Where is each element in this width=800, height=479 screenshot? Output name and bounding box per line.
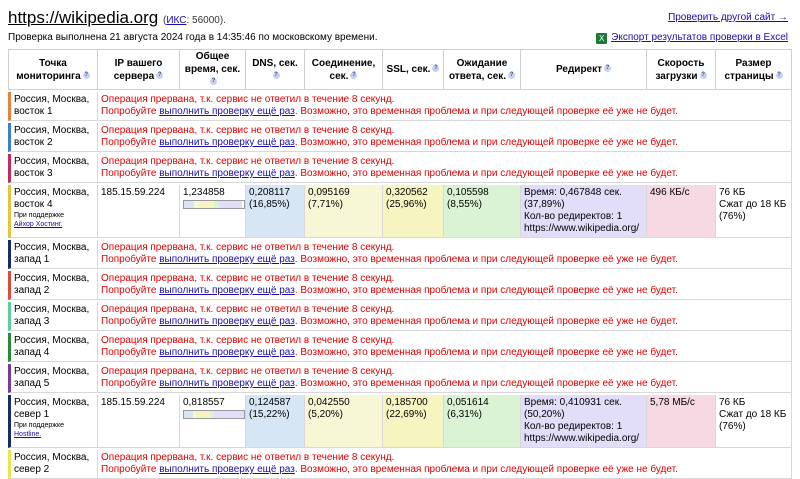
dns-cell-percent: (16,85%) bbox=[249, 199, 290, 210]
server-ip-cell: 185.15.59.224 bbox=[97, 395, 179, 448]
site-title bbox=[8, 8, 226, 31]
dns-cell-value: 0,208117 bbox=[249, 187, 290, 198]
monitor-point-cell bbox=[8, 123, 97, 152]
retry-prefix: Попробуйте bbox=[101, 285, 160, 296]
timing-breakdown-bar bbox=[183, 200, 245, 209]
iks-info bbox=[163, 15, 226, 26]
retry-suffix: . Возможно, это временная проблема и при следующей проверке её уже не будет. bbox=[294, 464, 678, 475]
total-time-cell bbox=[179, 185, 245, 238]
connection-cell-value: 0,042550 bbox=[308, 397, 350, 408]
site-url-link[interactable]: https://wikipedia.org bbox=[8, 8, 159, 27]
sponsor-link[interactable]: Hostline. bbox=[14, 431, 42, 438]
page-size-compressed: Сжат до 18 КБ bbox=[719, 409, 787, 420]
retry-prefix: Попробуйте bbox=[101, 106, 160, 117]
error-line: Операция прервана, т.к. сервис не ответил в течение 8 секунд. bbox=[101, 366, 395, 377]
wait-cell-percent: (8,55%) bbox=[447, 199, 483, 210]
sponsor-note bbox=[14, 211, 94, 229]
connection-cell-value: 0,095169 bbox=[308, 187, 350, 198]
help-icon[interactable]: ? bbox=[605, 65, 610, 71]
monitor-point-cell bbox=[8, 395, 97, 448]
iks-link[interactable]: ИКС bbox=[166, 15, 187, 26]
col-wait: Ожидание ответа, сек. ? bbox=[443, 49, 520, 90]
help-icon[interactable]: ? bbox=[777, 71, 781, 78]
monitor-point-name: Россия, Москва, север 2 bbox=[14, 452, 90, 475]
help-icon[interactable]: ? bbox=[211, 78, 216, 84]
timing-breakdown-bar bbox=[183, 410, 245, 419]
retry-suffix: . Возможно, это временная проблема и при следующей проверке её уже не будет. bbox=[294, 285, 678, 296]
col-point: Точка мониторинга ? bbox=[8, 49, 97, 90]
monitor-point-cell bbox=[8, 154, 97, 183]
connection-cell bbox=[304, 395, 382, 448]
retry-suffix: . Возможно, это временная проблема и при следующей проверке её уже не будет. bbox=[294, 106, 678, 117]
redirect-count: Кол-во редиректов: 1 bbox=[524, 421, 623, 432]
table-row bbox=[8, 450, 792, 479]
retry-line bbox=[101, 347, 788, 359]
connection-cell-percent: (5,20%) bbox=[308, 409, 344, 420]
error-message-cell bbox=[97, 450, 792, 479]
help-icon[interactable]: ? bbox=[352, 71, 356, 78]
excel-icon: X bbox=[596, 33, 607, 44]
retry-suffix: . Возможно, это временная проблема и при следующей проверке её уже не будет. bbox=[294, 378, 678, 389]
help-icon[interactable]: ? bbox=[434, 65, 438, 71]
table-header-row bbox=[8, 49, 792, 90]
export-excel-label: Экспорт результатов проверки в Excel bbox=[611, 32, 788, 43]
error-message-cell bbox=[97, 240, 792, 269]
redirect-time: Время: 0,410931 сек. bbox=[524, 397, 622, 408]
page-header bbox=[8, 8, 792, 54]
monitor-point-cell bbox=[8, 450, 97, 479]
dns-cell-percent: (15,22%) bbox=[249, 409, 290, 420]
redirect-percent: (50,20%) bbox=[524, 409, 565, 420]
table-row bbox=[8, 92, 792, 121]
redirect-time: Время: 0,467848 сек. bbox=[524, 187, 622, 198]
redirect-url: https://www.wikipedia.org/ bbox=[524, 223, 640, 234]
retry-check-link[interactable]: выполнить проверку ещё раз bbox=[159, 168, 295, 179]
retry-check-link[interactable]: выполнить проверку ещё раз bbox=[159, 106, 295, 117]
monitor-point-cell bbox=[8, 271, 97, 300]
retry-suffix: . Возможно, это временная проблема и при следующей проверке её уже не будет. bbox=[294, 254, 678, 265]
sponsor-prefix: При поддержке bbox=[14, 212, 64, 219]
table-row bbox=[8, 302, 792, 331]
retry-suffix: . Возможно, это временная проблема и при следующей проверке её уже не будет. bbox=[294, 347, 678, 358]
retry-line bbox=[101, 464, 788, 476]
total-time-value: 0,818557 bbox=[183, 397, 225, 408]
monitor-point-name: Россия, Москва, восток 1 bbox=[14, 94, 90, 117]
col-size: Размер страницы ? bbox=[715, 49, 792, 90]
error-message-cell bbox=[97, 154, 792, 183]
help-icon[interactable]: ? bbox=[701, 71, 705, 78]
retry-line bbox=[101, 137, 788, 149]
table-row bbox=[8, 271, 792, 300]
dns-segment bbox=[184, 411, 193, 418]
page-size-cell bbox=[715, 395, 792, 448]
wait-cell-value: 0,105598 bbox=[447, 187, 489, 198]
sponsor-link[interactable]: Айхор Хостинг. bbox=[14, 221, 63, 228]
dns-cell bbox=[245, 395, 304, 448]
retry-check-link[interactable]: выполнить проверку ещё раз bbox=[159, 347, 295, 358]
monitor-point-name: Россия, Москва, запад 3 bbox=[14, 304, 90, 327]
results-table bbox=[8, 49, 792, 479]
retry-check-link[interactable]: выполнить проверку ещё раз bbox=[159, 285, 295, 296]
monitor-point-cell bbox=[8, 240, 97, 269]
table-row bbox=[8, 154, 792, 183]
dns-cell bbox=[245, 185, 304, 238]
check-other-site-link[interactable]: Проверить другой сайт → bbox=[668, 12, 788, 23]
ssl-cell-value: 0,320562 bbox=[386, 187, 428, 198]
table-row bbox=[8, 395, 792, 448]
table-row bbox=[8, 123, 792, 152]
iks-value: : 56000). bbox=[186, 15, 226, 26]
col-ssl: SSL, сек. ? bbox=[382, 49, 443, 90]
page-size-value: 76 КБ bbox=[719, 187, 746, 198]
monitor-point-cell bbox=[8, 185, 97, 238]
col-total: Общее время, сек.? bbox=[179, 49, 245, 90]
retry-line bbox=[101, 378, 788, 390]
error-message-cell bbox=[97, 364, 792, 393]
iks-open: ( bbox=[162, 15, 167, 26]
error-message-cell bbox=[97, 302, 792, 331]
error-line: Операция прервана, т.к. сервис не ответил в течение 8 секунд. bbox=[101, 335, 395, 346]
col-ip: IP вашего сервера ? bbox=[97, 49, 179, 90]
error-line: Операция прервана, т.к. сервис не ответил в течение 8 секунд. bbox=[101, 125, 395, 136]
help-icon[interactable]: ? bbox=[509, 71, 514, 78]
check-timestamp: Проверка выполнена 21 августа 2024 года в 14:35:46 по московскому времени. bbox=[8, 32, 378, 43]
error-line: Операция прервана, т.к. сервис не ответил в течение 8 секунд. bbox=[101, 273, 395, 284]
server-ip-cell: 185.15.59.224 bbox=[97, 185, 179, 238]
download-speed-cell: 496 КБ/с bbox=[646, 185, 715, 238]
download-speed-cell: 5,78 МБ/с bbox=[646, 395, 715, 448]
retry-prefix: Попробуйте bbox=[101, 168, 160, 179]
monitor-point-cell bbox=[8, 333, 97, 362]
monitor-point-name: Россия, Москва, восток 3 bbox=[14, 156, 90, 179]
retry-suffix: . Возможно, это временная проблема и при следующей проверке её уже не будет. bbox=[294, 168, 678, 179]
retry-prefix: Попробуйте bbox=[101, 378, 160, 389]
error-message-cell bbox=[97, 271, 792, 300]
error-line: Операция прервана, т.к. сервис не ответил в течение 8 секунд. bbox=[101, 304, 395, 315]
dns-segment bbox=[184, 201, 194, 208]
sponsor-prefix: При поддержке bbox=[14, 422, 64, 429]
export-excel-link[interactable] bbox=[596, 32, 788, 44]
page-size-value: 76 КБ bbox=[719, 397, 746, 408]
ssl-cell-percent: (25,96%) bbox=[386, 199, 427, 210]
connection-cell bbox=[304, 185, 382, 238]
wait-cell-value: 0,051614 bbox=[447, 397, 489, 408]
error-message-cell bbox=[97, 123, 792, 152]
monitor-point-name: Россия, Москва, запад 1 bbox=[14, 242, 90, 265]
dns-cell-value: 0,124587 bbox=[249, 397, 291, 408]
ssl-cell-value: 0,185700 bbox=[386, 397, 428, 408]
total-time-cell bbox=[179, 395, 245, 448]
retry-line bbox=[101, 168, 788, 180]
retry-prefix: Попробуйте bbox=[101, 464, 160, 475]
col-conn: Соединение, сек. ? bbox=[304, 49, 382, 90]
table-row bbox=[8, 333, 792, 362]
monitor-point-name: Россия, Москва, запад 2 bbox=[14, 273, 90, 296]
monitor-point-cell bbox=[8, 92, 97, 121]
retry-line bbox=[101, 316, 788, 328]
retry-suffix: . Возможно, это временная проблема и при следующей проверке её уже не будет. bbox=[294, 316, 678, 327]
redirect-percent: (37,89%) bbox=[524, 199, 565, 210]
table-row bbox=[8, 185, 792, 238]
retry-check-link[interactable]: выполнить проверку ещё раз bbox=[159, 464, 295, 475]
redirect-segment bbox=[219, 201, 242, 208]
redirect-cell bbox=[520, 395, 646, 448]
error-message-cell bbox=[97, 333, 792, 362]
ssl-cell-percent: (22,69%) bbox=[386, 409, 427, 420]
retry-check-link[interactable]: выполнить проверку ещё раз bbox=[159, 378, 295, 389]
help-icon[interactable]: ? bbox=[157, 71, 162, 78]
monitor-point-name: Россия, Москва, восток 4 bbox=[14, 187, 90, 210]
redirect-segment bbox=[214, 411, 244, 418]
retry-line bbox=[101, 254, 788, 266]
retry-check-link[interactable]: выполнить проверку ещё раз bbox=[159, 254, 295, 265]
retry-suffix: . Возможно, это временная проблема и при следующей проверке её уже не будет. bbox=[294, 137, 678, 148]
retry-check-link[interactable]: выполнить проверку ещё раз bbox=[159, 316, 295, 327]
table-row bbox=[8, 240, 792, 269]
error-line: Операция прервана, т.к. сервис не ответил в течение 8 секунд. bbox=[101, 94, 395, 105]
sponsor-note bbox=[14, 421, 94, 439]
retry-line bbox=[101, 285, 788, 297]
table-row bbox=[8, 364, 792, 393]
wait-cell bbox=[443, 185, 520, 238]
col-dns: DNS, сек.? bbox=[245, 49, 304, 90]
monitor-point-name: Россия, Москва, восток 2 bbox=[14, 125, 90, 148]
page-size-percent: (76%) bbox=[719, 211, 746, 222]
col-speed: Скорость загрузки ? bbox=[646, 49, 715, 90]
help-icon[interactable]: ? bbox=[84, 71, 89, 78]
redirect-cell bbox=[520, 185, 646, 238]
page-size-cell bbox=[715, 185, 792, 238]
monitor-point-cell bbox=[8, 302, 97, 331]
page-size-percent: (76%) bbox=[719, 421, 746, 432]
monitor-point-name: Россия, Москва, запад 5 bbox=[14, 366, 90, 389]
col-redirect: Редирект ? bbox=[520, 49, 646, 90]
monitor-point-name: Россия, Москва, запад 4 bbox=[14, 335, 90, 358]
ssl-segment bbox=[199, 201, 215, 208]
error-line: Операция прервана, т.к. сервис не ответил в течение 8 секунд. bbox=[101, 156, 395, 167]
monitor-point-cell bbox=[8, 364, 97, 393]
retry-line bbox=[101, 106, 788, 118]
retry-prefix: Попробуйте bbox=[101, 254, 160, 265]
retry-prefix: Попробуйте bbox=[101, 347, 160, 358]
ssl-cell bbox=[382, 185, 443, 238]
retry-prefix: Попробуйте bbox=[101, 316, 160, 327]
redirect-url: https://www.wikipedia.org/ bbox=[524, 433, 640, 444]
wait-cell bbox=[443, 395, 520, 448]
ssl-segment bbox=[196, 411, 210, 418]
total-time-value: 1,234858 bbox=[183, 187, 225, 198]
connection-cell-percent: (7,71%) bbox=[308, 199, 344, 210]
redirect-count: Кол-во редиректов: 1 bbox=[524, 211, 623, 222]
retry-check-link[interactable]: выполнить проверку ещё раз bbox=[159, 137, 295, 148]
error-message-cell bbox=[97, 92, 792, 121]
error-line: Операция прервана, т.к. сервис не ответил в течение 8 секунд. bbox=[101, 452, 395, 463]
error-line: Операция прервана, т.к. сервис не ответил в течение 8 секунд. bbox=[101, 242, 395, 253]
wait-cell-percent: (6,31%) bbox=[447, 409, 483, 420]
page-size-compressed: Сжат до 18 КБ bbox=[719, 199, 787, 210]
ssl-cell bbox=[382, 395, 443, 448]
retry-prefix: Попробуйте bbox=[101, 137, 160, 148]
help-icon[interactable]: ? bbox=[274, 71, 278, 78]
monitor-point-name: Россия, Москва, север 1 bbox=[14, 397, 90, 420]
